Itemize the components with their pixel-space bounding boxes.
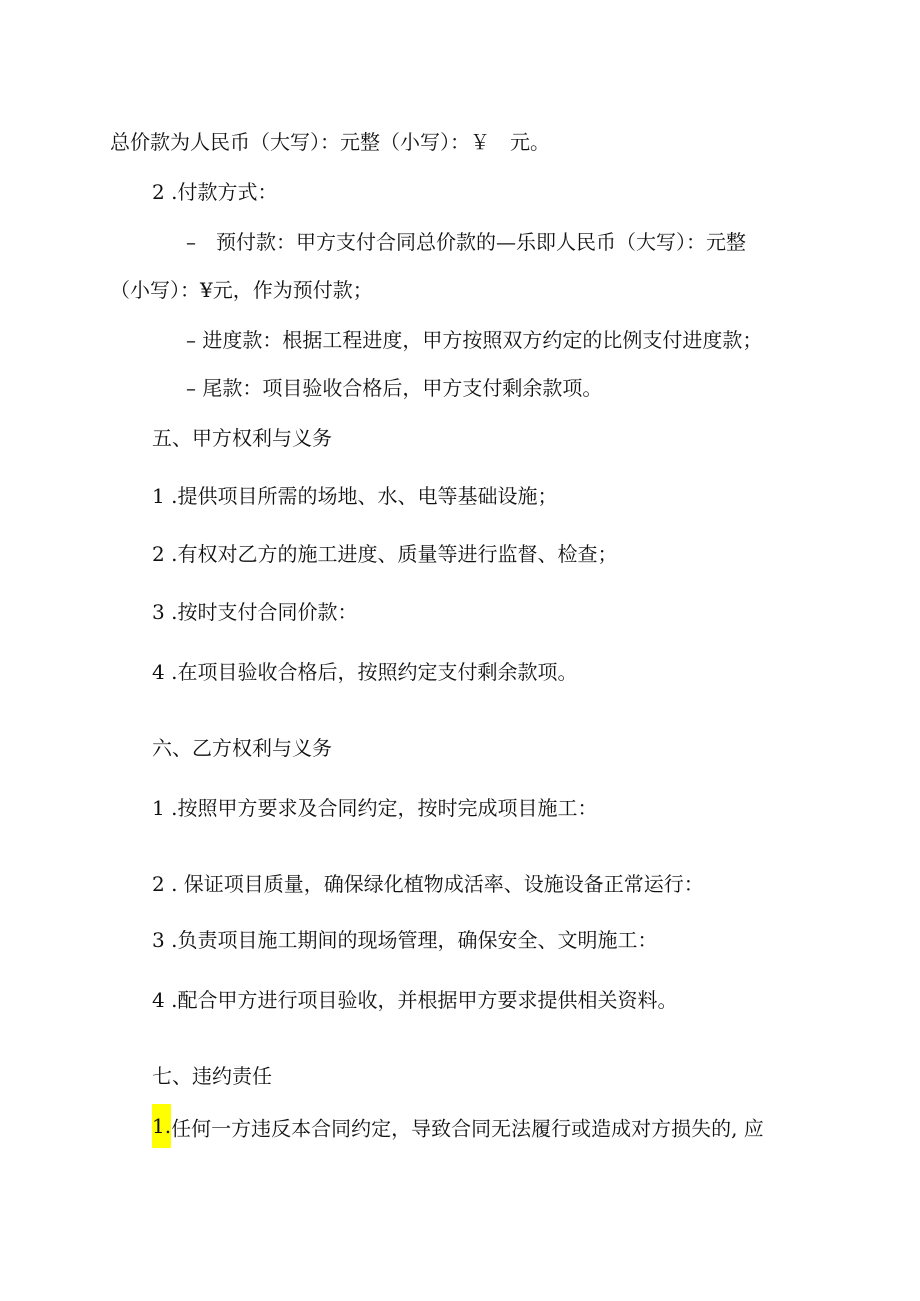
party-b-item-3: 3 .负责项目施工期间的现场管理，确保安全、文明施工： [152, 928, 658, 952]
party-b-heading: 六、乙方权利与义务 [152, 736, 332, 760]
liability-item-1 [152, 1112, 764, 1140]
party-a-item-2: 2 .有权对乙方的施工进度、质量等进行监督、检查； [152, 542, 618, 566]
final-payment-line: – 尾款：项目验收合格后，甲方支付剩余款项。 [186, 376, 603, 400]
party-a-item-4: 4 .在项目验收合格后，按照约定支付剩余款项。 [152, 660, 578, 684]
party-b-item-4: 4 .配合甲方进行项目验收，并根据甲方要求提供相关资料。 [152, 988, 678, 1012]
party-a-heading: 五、甲方权利与义务 [152, 426, 332, 450]
prepayment-line-2: （小写）：¥元，作为预付款； [110, 278, 373, 302]
highlighted-item-number: 1. [152, 1104, 171, 1148]
party-b-item-1: 1 .按照甲方要求及合同约定，按时完成项目施工： [152, 796, 598, 820]
liability-heading: 七、违约责任 [152, 1064, 272, 1088]
prepayment-line-1: – 预付款：甲方支付合同总价款的—乐即人民币（大写）：元整 [186, 230, 746, 254]
payment-method-heading: 2 .付款方式： [152, 180, 278, 204]
progress-payment-line: – 进度款：根据工程进度，甲方按照双方约定的比例支付进度款； [186, 328, 763, 352]
party-a-item-3: 3 .按时支付合同价款： [152, 600, 358, 624]
liability-item-1-text: 任何一方违反本合同约定，导致合同无法履行或造成对方损失的, 应 [171, 1116, 764, 1141]
party-b-item-2: 2 . 保证项目质量，确保绿化植物成活率、设施设备正常运行： [152, 872, 704, 896]
total-price-line: 总价款为人民币（大写）：元整（小写）：￥ 元。 [110, 130, 550, 154]
party-a-item-1: 1 .提供项目所需的场地、水、电等基础设施； [152, 484, 558, 508]
